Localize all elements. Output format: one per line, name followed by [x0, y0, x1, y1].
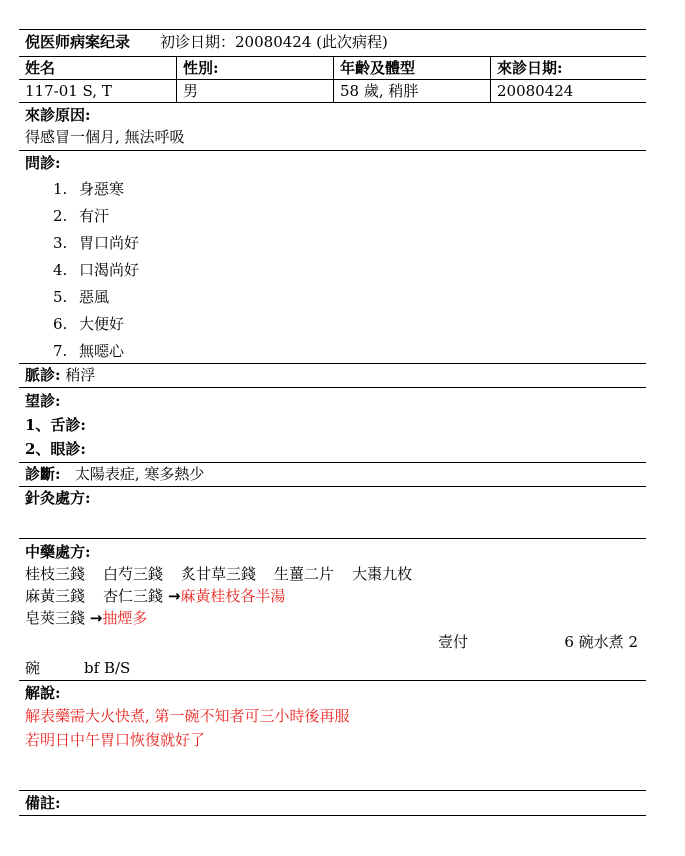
reason-section — [19, 102, 646, 150]
dose-water: 6 碗水煮 2 — [564, 633, 638, 651]
list-item: 5. 惡風 — [53, 288, 110, 306]
patient-value-row — [19, 79, 646, 102]
medical-record-form — [19, 29, 646, 816]
header-sex: 性別: — [176, 57, 333, 79]
record-title: 倪医师病案纪录 — [25, 33, 131, 51]
acupuncture-label: 針灸處方: — [25, 489, 91, 507]
diagnosis-text: 太陽表症, 寒多熱少 — [74, 465, 205, 483]
list-item: 4. 口渴尚好 — [53, 261, 140, 279]
herb-line-1: 桂枝三錢 白芍三錢 炙甘草三錢 生薑二片 大棗九枚 — [25, 565, 413, 583]
reason-label: 來診原因: — [25, 106, 91, 124]
smoking-note: 抽煙多 — [102, 609, 148, 627]
arrow-right-icon: → — [167, 587, 181, 605]
list-item: 3. 胃口尚好 — [53, 234, 140, 252]
pulse-section — [19, 363, 646, 387]
first-visit-date: 初诊日期：20080424 (此次病程) — [160, 33, 388, 51]
patient-sex: 男 — [176, 80, 333, 102]
herbal-label: 中藥處方: — [25, 543, 91, 561]
inquiry-section — [19, 150, 646, 363]
list-item: 6. 大便好 — [53, 315, 125, 333]
patient-header-row — [19, 56, 646, 79]
diagnosis-label: 診斷: — [25, 465, 61, 483]
patient-id: 117-01 S, T — [25, 82, 112, 100]
explain-section — [19, 680, 646, 790]
header-age: 年齡及體型 — [333, 57, 490, 79]
explain-line-1: 解表藥需大火快煮, 第一碗不知者可三小時後再服 — [25, 707, 350, 725]
herb-line-2: 麻黃三錢 杏仁三錢 →麻黃桂枝各半湯 — [25, 587, 286, 605]
eye-label: 2、眼診: — [25, 440, 86, 458]
formula-note: 麻黃桂枝各半湯 — [180, 587, 286, 605]
explain-label: 解說: — [25, 684, 61, 702]
pulse-label: 脈診: — [25, 366, 61, 384]
diagnosis-section — [19, 462, 646, 486]
observe-label: 望診: — [25, 392, 61, 410]
patient-visit-date: 20080424 — [490, 80, 646, 102]
list-item: 1. 身惡寒 — [53, 180, 125, 198]
herb-line-3: 皂莢三錢 →抽煙多 — [25, 609, 148, 627]
inquiry-label: 問診: — [25, 154, 61, 172]
header-name: 姓名 — [25, 59, 56, 77]
list-item: 2. 有汗 — [53, 207, 110, 225]
observe-section — [19, 387, 646, 462]
herbal-section — [19, 538, 646, 680]
dose-line — [25, 629, 646, 657]
header-visit-date: 來診日期: — [490, 57, 646, 79]
dose-end-line: 碗 bf B/S — [25, 659, 131, 677]
record-title-row — [19, 30, 646, 56]
patient-age: 58 歲, 稍胖 — [333, 80, 490, 102]
arrow-right-icon: → — [89, 609, 103, 627]
tongue-label: 1、舌診: — [25, 416, 86, 434]
remarks-label: 備註: — [25, 794, 61, 812]
pulse-text: 稍浮 — [65, 366, 96, 384]
remarks-section — [19, 790, 646, 815]
explain-line-2: 若明日中午胃口恢復就好了 — [25, 731, 206, 749]
symptom-list — [25, 176, 646, 365]
reason-text: 得感冒一個月, 無法呼吸 — [25, 128, 185, 146]
dose-count: 壹付 — [438, 633, 469, 651]
list-item: 7. 無噁心 — [53, 342, 125, 360]
acupuncture-section — [19, 486, 646, 538]
